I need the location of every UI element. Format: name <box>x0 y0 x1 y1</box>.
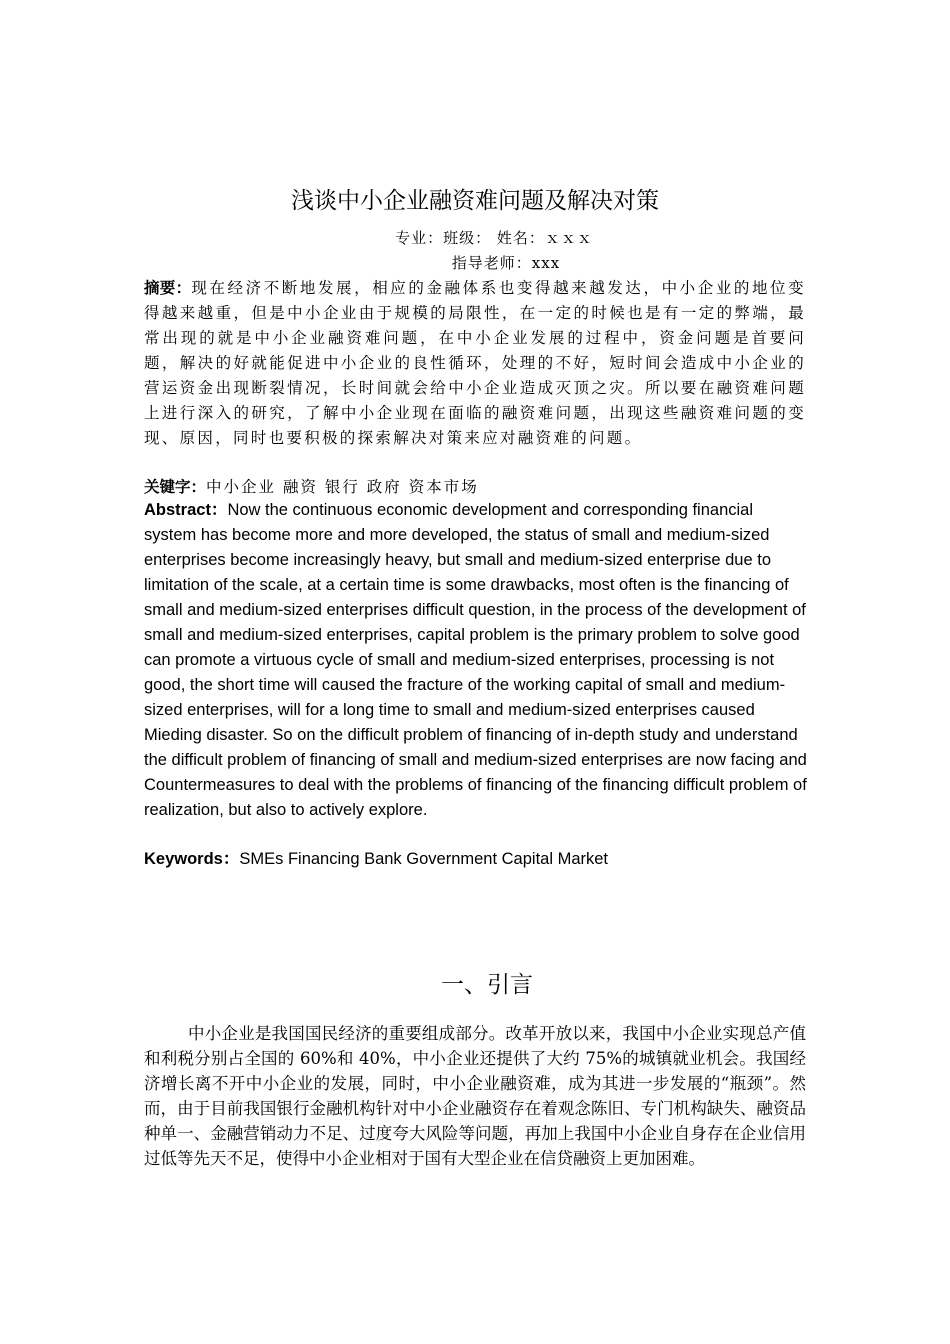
section-heading-introduction: 一、引言 <box>441 972 533 998</box>
keywords-chinese <box>144 475 806 500</box>
introduction-paragraph: 中小企业是我国国民经济的重要组成部分。改革开放以来，我国中小企业实现总产值和利税分别占全国的 60%和 40%，中小企业还提供了大约 75%的城镇就业机会。我国经济增长离不开中小企业的发展，同时，中小企业融资难，成为其进一步发展的“瓶颈”。然而，由于目前我国银行金融机构针对中小企业融资存在着观念陈旧、专门机构缺失、融资品种单一、金融营销动力不足、过度夸大风险等问题，再加上我国中小企业自身存在企业信用过低等先天不足，使得中小企业相对于国有大型企业在信贷融资上更加困难。 <box>144 1024 806 1168</box>
keywords-english <box>144 847 806 872</box>
abstract-en-label: Abstract： <box>144 501 228 519</box>
introduction-body <box>144 1021 806 1171</box>
abstract-english <box>144 498 808 823</box>
abstract-en-text: Now the continuous economic development and corresponding financial system has become more and more developed, the status of small and medium-sized enterprises become increasingly heavy, but small and medium-sized enterprise due to limitation of the scale, at a certain time is some drawbacks, most often is the financing of small and medium-sized enterprises difficult question, in the process of the development of small and medium-sized enterprises, capital problem is the primary problem to solve good can promote a virtuous cycle of small and medium-sized enterprises, processing is not good, the short time will caused the fracture of the working capital of small and medium-sized enterprises, will for a long time to small and medium-sized enterprises caused Mieding disaster. So on the difficult problem of financing of in-depth study and understand the difficult problem of financing of small and medium-sized enterprises are now facing and Countermeasures to deal with the problems of financing of the financing difficult problem of realization, but also to actively explore. <box>144 501 807 819</box>
abstract-chinese <box>144 276 806 451</box>
document-title: 浅谈中小企业融资难问题及解决对策 <box>291 188 659 214</box>
advisor-info: 指导老师：xxx <box>451 254 561 272</box>
keywords-cn-label: 关键字： <box>144 478 207 496</box>
keywords-en-text: SMEs Financing Bank Government Capital Market <box>239 850 609 868</box>
author-info: 专业：班级： 姓名：ｘｘｘ <box>395 229 593 247</box>
abstract-cn-text: 现在经济不断地发展，相应的金融体系也变得越来越发达，中小企业的地位变得越来越重，但是中小企业由于规模的局限性，在一定的时候也是有一定的弊端，最常出现的就是中小企业融资难问题，在中小企业发展的过程中，资金问题是首要问题，解决的好就能促进中小企业的良性循环，处理的不好，短时间会造成中小企业的营运资金出现断裂情况，长时间就会给中小企业造成灭顶之灾。所以要在融资难问题上进行深入的研究，了解中小企业现在面临的融资难问题，出现这些融资难问题的变现、原因，同时也要积极的探索解决对策来应对融资难的问题。 <box>144 279 806 447</box>
abstract-cn-label: 摘要： <box>144 279 192 297</box>
keywords-cn-text: 中小企业 融资 银行 政府 资本市场 <box>206 478 479 496</box>
keywords-en-label: Keywords： <box>144 850 240 868</box>
